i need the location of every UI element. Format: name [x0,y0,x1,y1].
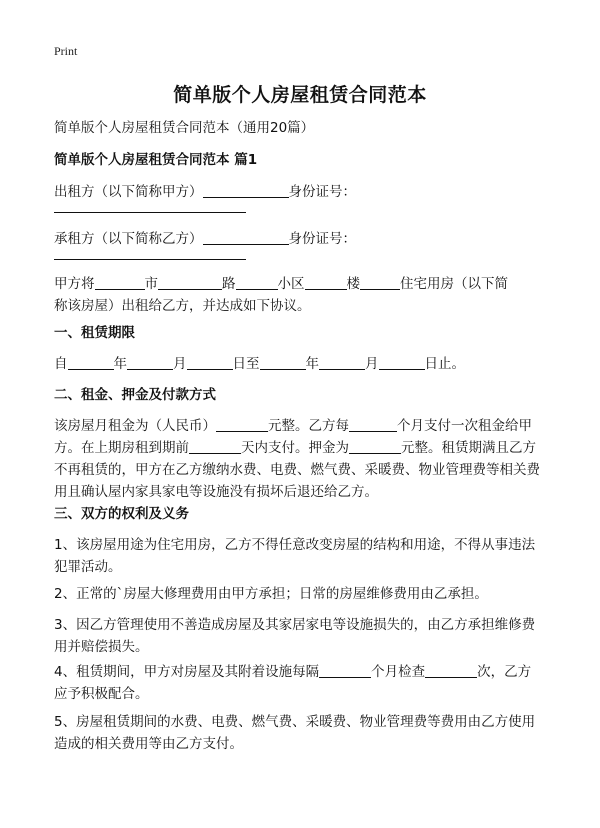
start-month-blank[interactable] [127,355,173,370]
clause-5-line-1: 5、房屋租赁期间的水费、电费、燃气费、采暖费、物业管理费等费用由乙方使用 [54,714,536,730]
clause-3-line-2: 用并赔偿损失。 [54,639,149,655]
clause-1-line-1: 1、该房屋用途为住宅用房，乙方不得任意改变房屋的结构和用途，不得从事违法 [54,537,536,553]
rent-text: 方。在上期房租到期前 [54,440,189,456]
end-year-blank[interactable] [260,355,306,370]
start-day-blank[interactable] [187,355,233,370]
rent-line-1 [54,415,550,437]
rent-line-2 [54,437,550,459]
term-text: 日止。 [424,356,465,372]
clause-5 [54,711,550,755]
term-text: 月 [365,356,379,372]
deposit-blank[interactable] [349,439,401,454]
clause-4 [54,661,550,705]
rent-text: 元整。乙方每 [268,418,349,434]
intro-text: 楼 [346,276,360,292]
term-text: 年 [305,356,319,372]
term-text: 自 [54,356,68,372]
rent-line-4: 用且确认屋内家具家电等设施没有损坏后退还给乙方。 [54,484,378,500]
lessor-line [54,181,550,203]
rent-text: 元整。租赁期满且乙方 [401,440,536,456]
lease-term-line [54,353,550,375]
subtitle: 简单版个人房屋租赁合同范本（通用20篇） [54,120,315,136]
clause-4-text: 个月检查 [371,664,426,680]
intro-text: 市 [144,276,158,292]
section-2-paragraph [54,415,550,503]
clause-4-text: 次，乙方 [477,664,532,680]
lessor-id-label: 身份证号： [288,184,356,200]
section-2-heading: 二、租金、押金及付款方式 [54,387,216,403]
term-text: 日至 [232,356,260,372]
clause-3-line-1: 3、因乙方管理使用不善造成房屋及其家居家电等设施损失的，由乙方承担维修费 [54,617,536,633]
monthly-rent-blank[interactable] [216,417,268,432]
rent-text: 天内支付。押金为 [241,440,349,456]
road-blank[interactable] [158,275,222,290]
clause-4-line-1 [54,661,550,683]
print-link[interactable]: Print [54,44,78,58]
intro-text: 小区 [277,276,305,292]
intro-paragraph [54,273,550,317]
building-blank[interactable] [305,275,347,290]
end-day-blank[interactable] [379,355,425,370]
clause-2: 2、正常的`房屋大修理费用由甲方承担；日常的房屋维修费用由乙承担。 [54,586,488,602]
intro-text: 住宅用房（以下简 [400,276,508,292]
term-text: 年 [113,356,127,372]
clause-4-text: 4、租赁期间，甲方对房屋及其附着设施每隔 [54,664,320,680]
clause-5-line-2: 造成的相关费用等由乙方支付。 [54,736,243,752]
lessee-line [54,228,550,250]
clause-1-line-2: 犯罪活动。 [54,559,122,575]
pay-interval-blank[interactable] [349,417,397,432]
clause-3 [54,614,550,658]
lessor-id-blank[interactable] [54,212,246,213]
rent-line-3: 不再租赁的，甲方在乙方缴纳水费、电费、燃气费、采暖费、物业管理费等相关费 [54,462,540,478]
clause-1 [54,534,550,578]
inspect-count-blank[interactable] [425,663,477,678]
term-text: 月 [173,356,187,372]
lessee-label: 承租方（以下简称乙方） [54,231,203,247]
start-year-blank[interactable] [68,355,114,370]
end-month-blank[interactable] [319,355,365,370]
lessee-id-label: 身份证号： [288,231,356,247]
pay-days-blank[interactable] [189,439,241,454]
article-heading: 简单版个人房屋租赁合同范本 篇1 [54,152,258,168]
lessee-name-blank[interactable] [203,230,289,245]
intro-line-1 [54,273,550,295]
city-blank[interactable] [95,275,145,290]
section-1-heading: 一、租赁期限 [54,325,135,341]
intro-text: 甲方将 [54,276,95,292]
page-title: 简单版个人房屋租赁合同范本 [173,84,427,106]
rent-text: 该房屋月租金为（人民币） [54,418,216,434]
section-3-heading: 三、双方的权利及义务 [54,506,189,522]
lessee-id-blank[interactable] [54,259,246,260]
intro-line-2: 称该房屋）出租给乙方，并达成如下协议。 [54,298,311,314]
community-blank[interactable] [236,275,278,290]
lessor-name-blank[interactable] [203,183,289,198]
inspect-interval-blank[interactable] [319,663,371,678]
lessor-label: 出租方（以下简称甲方） [54,184,203,200]
unit-blank[interactable] [360,275,400,290]
intro-text: 路 [222,276,236,292]
rent-text: 个月支付一次租金给甲 [397,418,532,434]
clause-4-line-2: 应予积极配合。 [54,686,149,702]
